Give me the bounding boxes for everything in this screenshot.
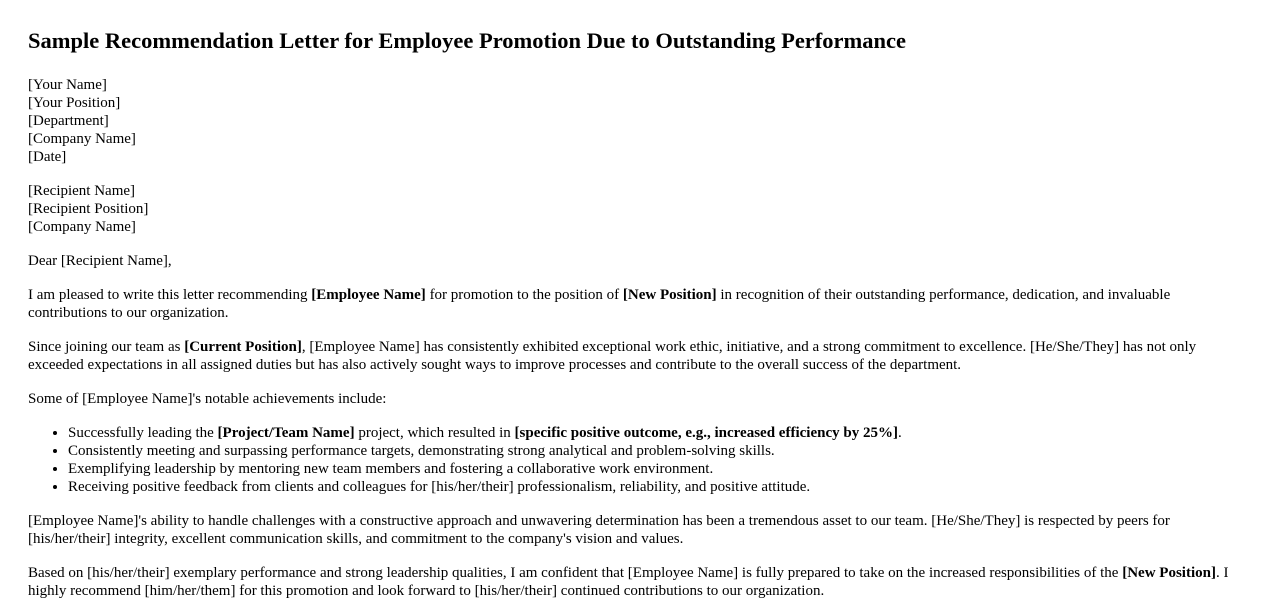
paragraph-recommendation [28, 564, 1250, 600]
paragraph-text: Since joining our team as [28, 339, 185, 355]
paragraph-qualities: [Employee Name]'s ability to handle challenges with a constructive approach and unwavering determination has been a tremendous asset to our team. [He/She/They] is respected by peers for [his/her/their] integrity, excellent communication skills, and commitment to the company's vision and values. [28, 513, 1170, 547]
paragraph-text: I am pleased to write this letter recommending [28, 287, 312, 303]
list-item: • Consistently meeting and surpassing performance targets, demonstrating strong analytical and problem-solving skills. [68, 442, 1250, 460]
list-item-text: . [897, 425, 902, 441]
list-item: • Receiving positive feedback from clients and colleagues for [his/her/their] professionalism, reliability, and positive attitude. [68, 478, 1250, 496]
new-position-placeholder: [New Position] [622, 287, 717, 303]
sender-block [28, 76, 1250, 166]
paragraph-intro [28, 286, 1250, 322]
sender-department: [Department] [28, 113, 109, 129]
list-item-text: Successfully leading the [68, 425, 218, 441]
achievements-intro: Some of [Employee Name]'s notable achievements include: [28, 391, 387, 407]
recipient-position: [Recipient Position] [28, 201, 149, 217]
outcome-placeholder: [specific positive outcome, e.g., increased efficiency by 25%] [514, 425, 898, 441]
recipient-company: [Company Name] [28, 219, 136, 235]
list-item-text: project, which resulted in [354, 425, 515, 441]
recipient-block [28, 182, 1250, 236]
sender-company: [Company Name] [28, 131, 136, 147]
project-name-placeholder: [Project/Team Name] [217, 425, 355, 441]
paragraph-text: Based on [his/her/their] exemplary performance and strong leadership qualities, I am confident that [Employee Name] is fully prepared to take on the increased responsibilities of the [28, 565, 1123, 581]
paragraph-text: for promotion to the position of [425, 287, 623, 303]
current-position-placeholder: [Current Position] [184, 339, 302, 355]
achievements-list [28, 424, 1250, 496]
paragraph-background [28, 338, 1250, 374]
paragraph-text: . I highly recommend [him/her/them] for this promotion and look forward to [his/her/their] continued contributions to our organization. [28, 565, 1229, 599]
page-title: Sample Recommendation Letter for Employee Promotion Due to Outstanding Performance [28, 28, 907, 53]
sender-name: [Your Name] [28, 77, 107, 93]
salutation: Dear [Recipient Name], [28, 253, 172, 269]
recipient-name: [Recipient Name] [28, 183, 136, 199]
paragraph-text: in recognition of their outstanding performance, dedication, and invaluable contributions to our organization. [28, 287, 1171, 321]
list-item [68, 424, 1250, 442]
sender-position: [Your Position] [28, 95, 121, 111]
sender-date: [Date] [28, 149, 67, 165]
employee-name-placeholder: [Employee Name] [311, 287, 426, 303]
new-position-placeholder: [New Position] [1122, 565, 1216, 581]
list-item: • Exemplifying leadership by mentoring new team members and fostering a collaborative work environment. [68, 460, 1250, 478]
paragraph-text: , [Employee Name] has consistently exhibited exceptional work ethic, initiative, and a strong commitment to excellence. [He/She/They] has not only exceeded expectations in all assigned duties but has also actively sought ways to improve processes and contribute to the overall success of the department. [28, 339, 1197, 373]
